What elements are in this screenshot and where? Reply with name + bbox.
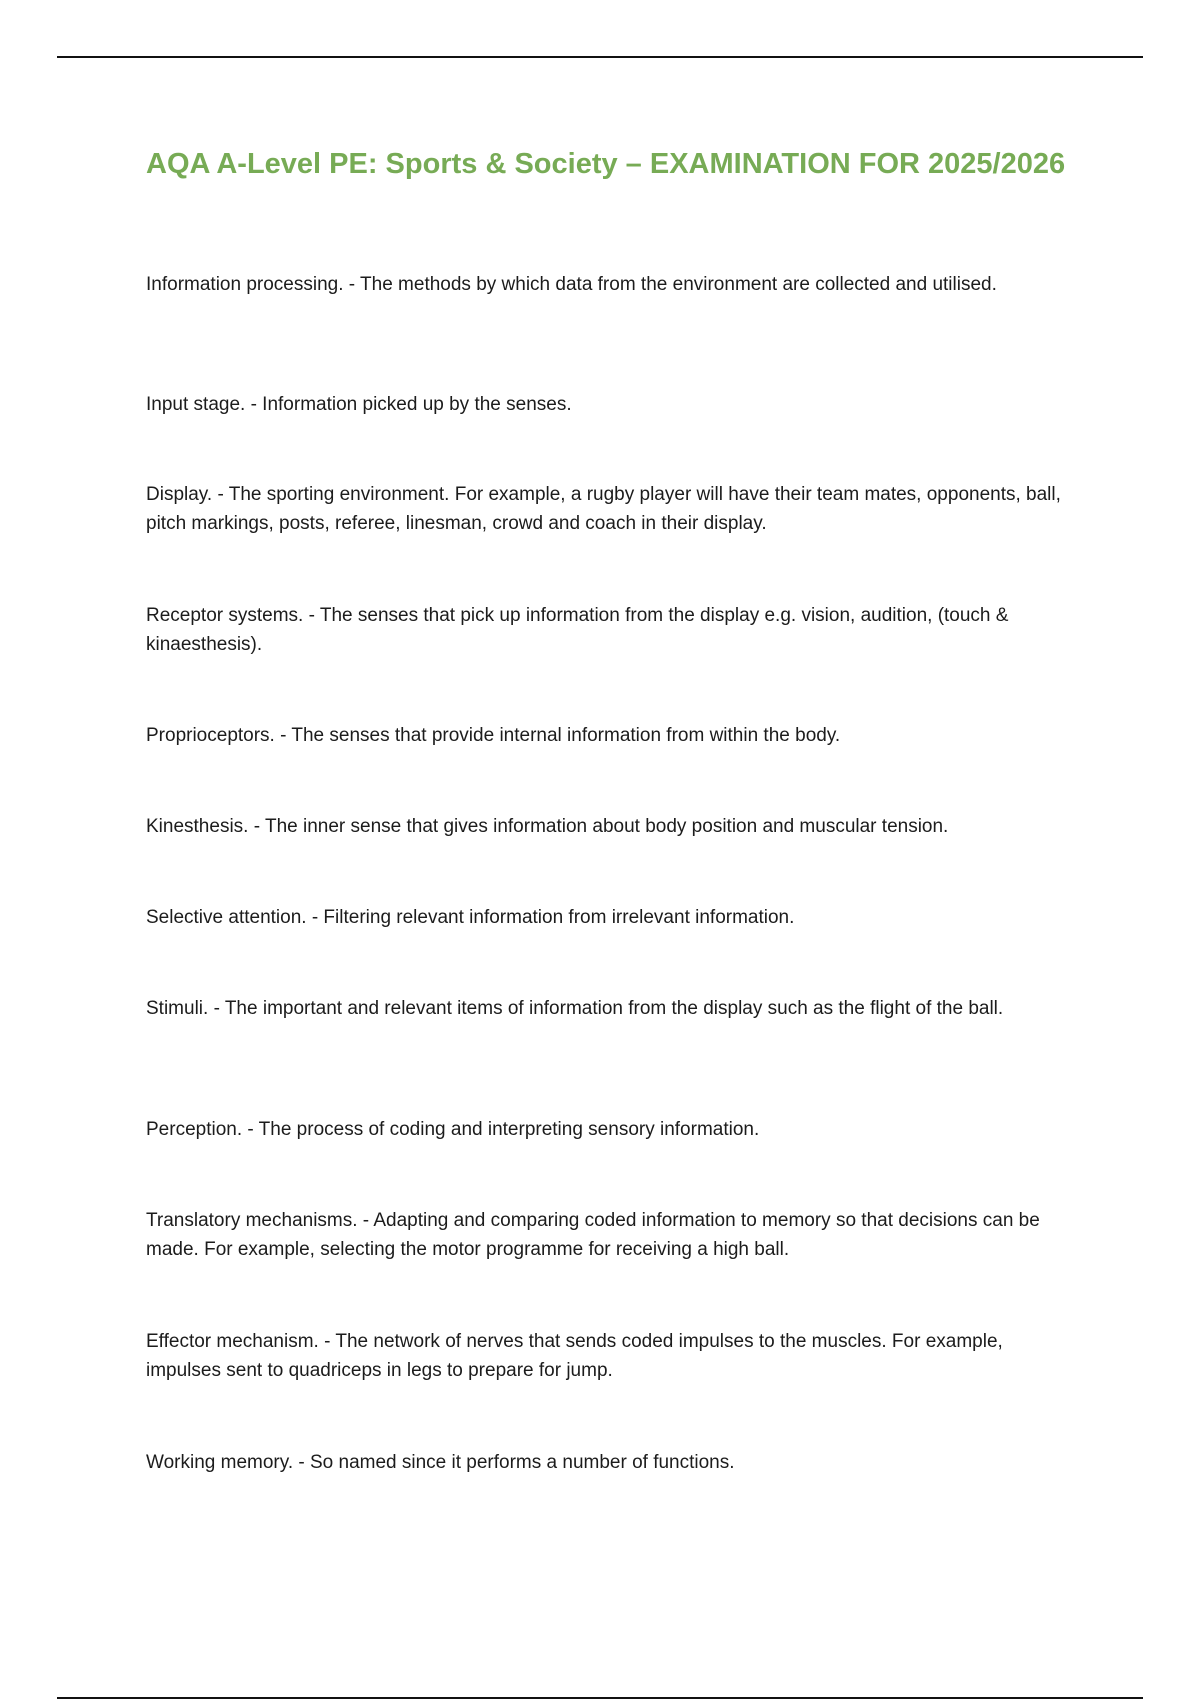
header-rule: [57, 56, 1143, 58]
entry-display: Display. - The sporting environment. For example, a rugby player will have their team mates, opponents, ball, pitch markings, posts, referee, linesman, crowd and coach in their display.: [146, 484, 1061, 534]
entry-perception: Perception. - The process of coding and interpreting sensory information.: [146, 1119, 760, 1140]
document-title: AQA A-Level PE: Sports & Society – EXAMINATION FOR 2025/2026: [146, 148, 1066, 180]
entry-selective-attention: Selective attention. - Filtering relevant information from irrelevant information.: [146, 907, 795, 928]
entry-translatory-mechanisms: Translatory mechanisms. - Adapting and comparing coded information to memory so that decisions can be made. For example, selecting the motor programme for receiving a high ball.: [146, 1210, 1040, 1260]
entry-working-memory: Working memory. - So named since it performs a number of functions.: [146, 1452, 735, 1473]
entry-information-processing: Information processing. - The methods by which data from the environment are collected and utilised.: [146, 274, 997, 295]
entry-input-stage: Input stage. - Information picked up by the senses.: [146, 394, 572, 415]
entry-stimuli: Stimuli. - The important and relevant items of information from the display such as the flight of the ball.: [146, 998, 1004, 1019]
footer-rule: [57, 1697, 1143, 1699]
entry-effector-mechanism: Effector mechanism. - The network of nerves that sends coded impulses to the muscles. For example, impulses sent to quadriceps in legs to prepare for jump.: [146, 1331, 1003, 1381]
entry-receptor-systems: Receptor systems. - The senses that pick up information from the display e.g. vision, audition, (touch & kinaesthesis).: [146, 605, 1009, 655]
entry-proprioceptors: Proprioceptors. - The senses that provide internal information from within the body.: [146, 725, 841, 746]
entry-kinesthesis: Kinesthesis. - The inner sense that gives information about body position and muscular tension.: [146, 816, 949, 837]
